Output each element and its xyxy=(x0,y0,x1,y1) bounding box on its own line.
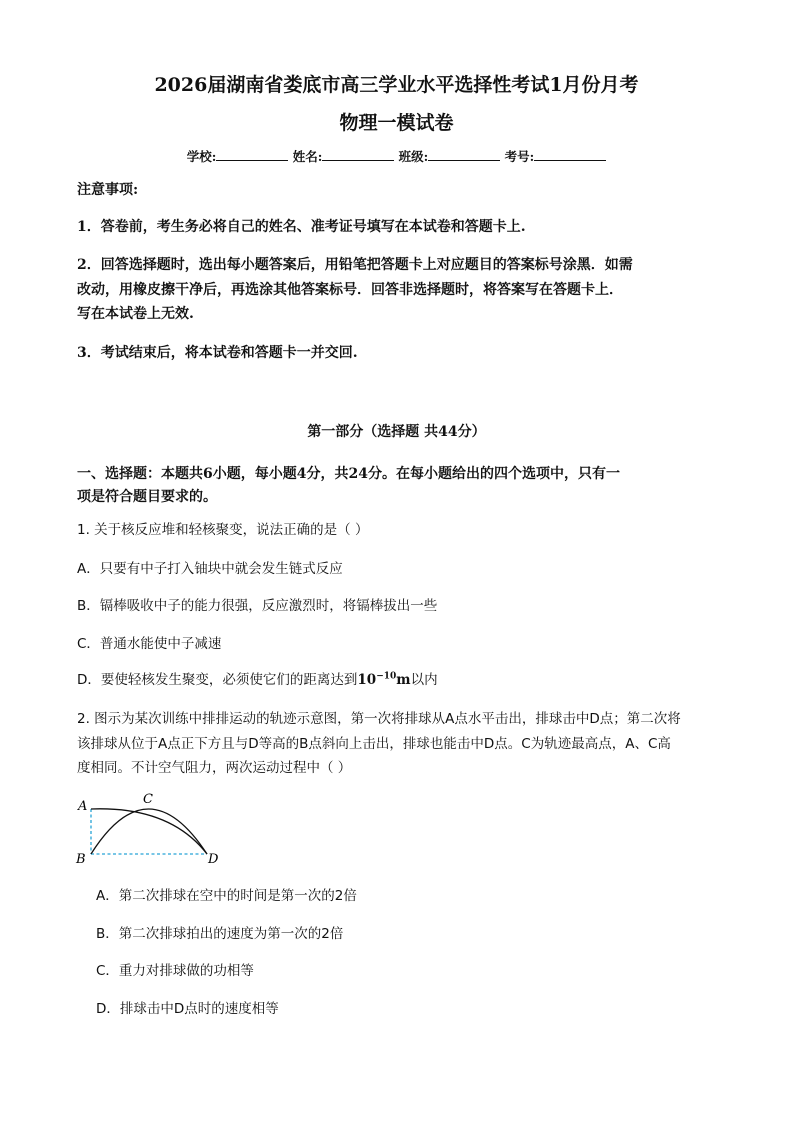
power-base: 10 xyxy=(357,672,377,688)
option-d-power xyxy=(357,672,410,688)
point-d-label: D xyxy=(208,852,219,867)
section-instruction-line-2: 项是符合题目要求的。 xyxy=(77,489,217,505)
student-info-line xyxy=(0,147,793,165)
question-2-stem-line-3: 度相同。不计空气阻力，两次运动过程中（ ） xyxy=(77,760,352,776)
question-1-option-b: B．镉棒吸收中子的能力很强，反应激烈时，将镉棒拔出一些 xyxy=(77,598,438,614)
point-a-label: A xyxy=(78,799,88,814)
school-blank xyxy=(216,148,288,161)
exam-number-label: 考号: xyxy=(504,149,535,164)
question-2-option-d: D．排球击中D点时的速度相等 xyxy=(96,1001,279,1017)
notice-item-3: 3．考试结束后，将本试卷和答题卡一并交回. xyxy=(77,345,358,361)
exam-title: 2026届湖南省娄底市高三学业水平选择性考试1月份月考 xyxy=(154,74,639,96)
school-label: 学校: xyxy=(186,149,217,164)
power-exponent: −10 xyxy=(376,671,397,682)
question-2-option-a: A．第二次排球在空中的时间是第一次的2倍 xyxy=(96,888,357,904)
question-2-stem-line-2: 该排球从位于A点正下方且与D等高的B点斜向上击出，排球也能击中D点。C为轨迹最高点，A、C高 xyxy=(77,736,671,752)
power-unit: m xyxy=(396,672,411,688)
question-1-option-c: C．普通水能使中子减速 xyxy=(77,636,222,652)
notice-item-1: 1．答卷前，考生务必将自己的姓名、准考证号填写在本试卷和答题卡上. xyxy=(77,219,526,235)
part-heading: 第一部分（选择题 共44分） xyxy=(307,424,486,440)
class-blank xyxy=(428,148,500,161)
question-2-option-c: C．重力对排球做的功相等 xyxy=(96,963,254,979)
section-instruction-line-1: 一、选择题：本题共6小题，每小题4分，共24分。在每小题给出的四个选项中，只有一 xyxy=(77,466,620,482)
point-b-label: B xyxy=(76,852,86,867)
question-1-option-a: A．只要有中子打入铀块中就会发生链式反应 xyxy=(77,561,343,577)
trajectory-figure xyxy=(70,788,230,868)
question-2-option-b: B．第二次排球拍出的速度为第一次的2倍 xyxy=(96,926,344,942)
name-label: 姓名: xyxy=(292,149,323,164)
class-label: 班级: xyxy=(398,149,429,164)
notice-item-2-line-1: 2．回答选择题时，选出每小题答案后，用铅笔把答题卡上对应题目的答案标号涂黑．如需 xyxy=(77,257,633,273)
question-2-stem-line-1: 2. 图示为某次训练中排排运动的轨迹示意图，第一次将排球从A点水平击出，排球击中D点；第二次将 xyxy=(77,711,681,727)
exam-number-blank xyxy=(534,148,606,161)
question-1-option-d xyxy=(77,668,438,688)
option-d-suffix: 以内 xyxy=(410,672,438,688)
exam-subtitle: 物理一模试卷 xyxy=(339,112,454,134)
option-d-text: D．要使轻核发生聚变，必须使它们的距离达到 xyxy=(77,672,358,688)
question-1-stem: 1. 关于核反应堆和轻核聚变，说法正确的是（ ） xyxy=(77,522,369,538)
point-c-label: C xyxy=(143,792,153,807)
notice-item-2-line-2: 改动，用橡皮擦干净后，再选涂其他答案标号．回答非选择题时，将答案写在答题卡上． xyxy=(77,282,623,298)
name-blank xyxy=(322,148,394,161)
notice-item-2-line-3: 写在本试卷上无效. xyxy=(77,306,194,322)
notice-heading: 注意事项: xyxy=(77,182,139,198)
